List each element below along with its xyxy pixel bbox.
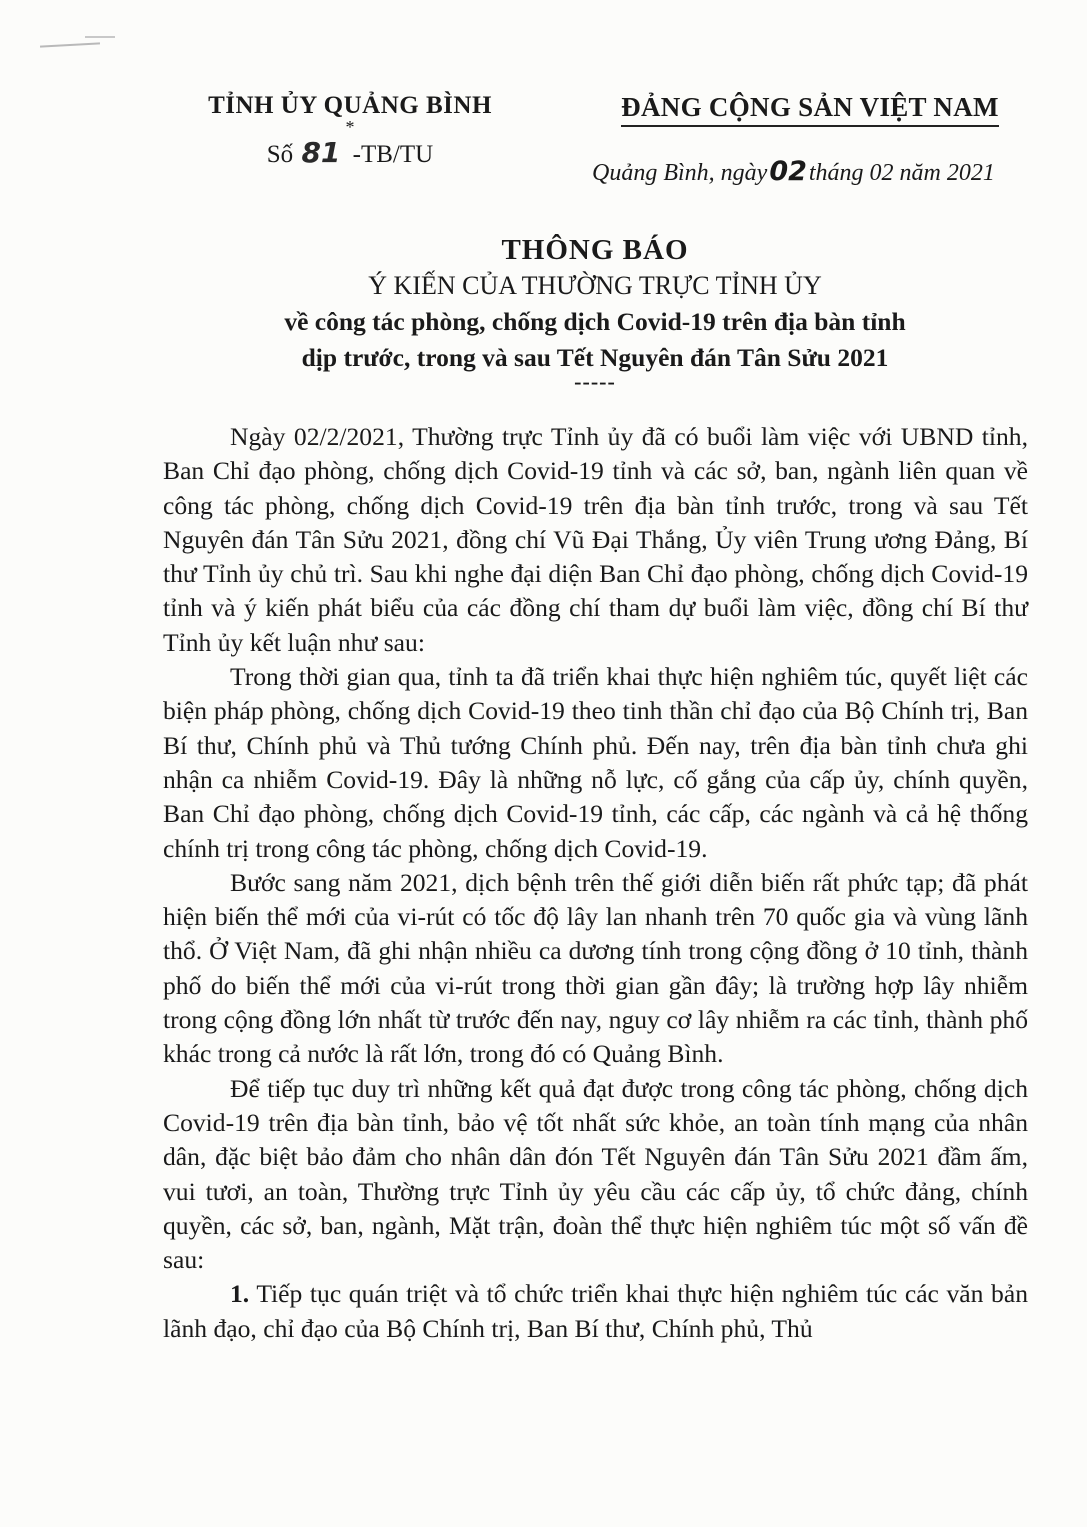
- item-text: Tiếp tục quán triệt và tổ chức triển khai thực hiện nghiêm túc các văn bản lãnh đạo, chỉ đạo của Bộ Chính trị, Ban Bí thư, Chính phủ, Thủ: [163, 1279, 1028, 1343]
- document-topic-line-2: dịp trước, trong và sau Tết Nguyên đán Tân Sửu 2021: [301, 343, 889, 372]
- issuer-block: [200, 92, 500, 169]
- doc-number-suffix: -TB/TU: [352, 141, 434, 168]
- item-number: 1.: [230, 1279, 250, 1309]
- date-prefix: Quảng Bình, ngày: [592, 160, 768, 186]
- date-suffix: tháng 02 năm 2021: [808, 160, 995, 186]
- party-name: ĐẢNG CỘNG SẢN VIỆT NAM: [621, 92, 999, 127]
- document-subject: Ý KIẾN CỦA THƯỜNG TRỰC TỈNH ỦY: [368, 271, 822, 300]
- scan-artifact: [40, 42, 100, 47]
- paragraph-numbered: [163, 1277, 1028, 1346]
- document-body: [163, 420, 1028, 1346]
- paragraph: Bước sang năm 2021, dịch bệnh trên thế giới diễn biến rất phức tạp; đã phát hiện biến thể mới của vi-rút có tốc độ lây lan nhanh trên 70 quốc gia và vùng lãnh thổ. Ở Việt Nam, đã ghi nhận nhiều ca dương tính trong cộng đồng ở 10 tỉnh, thành phố do biến thể mới của vi-rút trong thời gian gần đây; là trường hợp lây nhiễm trong cộng đồng lớn nhất từ trước đến nay, nguy cơ lây nhiễm ra các tỉnh, thành phố khác trong cả nước là rất lớn, trong đó có Quảng Bình.: [163, 867, 1028, 1069]
- date-day-handwritten: 02: [769, 156, 807, 187]
- document-topic-line-1: về công tác phòng, chống dịch Covid-19 trên địa bàn tỉnh: [284, 307, 906, 336]
- paragraph: Ngày 02/2/2021, Thường trực Tỉnh ủy đã có buổi làm việc với UBND tỉnh, Ban Chỉ đạo phòng, chống dịch Covid-19 tỉnh và các sở, ban, ngành liên quan về công tác phòng, chống dịch Covid-19 trên địa bàn tỉnh trước, trong và sau Tết Nguyên đán Tân Sửu 2021, đồng chí Vũ Đại Thắng, Ủy viên Trung ương Đảng, Bí thư Tỉnh ủy chủ trì. Sau khi nghe đại diện Ban Chỉ đạo phòng, chống dịch Covid-19 tỉnh và ý kiến phát biểu của các đồng chí tham dự buổi làm việc, đồng chí Bí thư Tỉnh ủy kết luận như sau:: [163, 422, 1028, 657]
- issuer-name: TỈNH ỦY QUẢNG BÌNH: [208, 92, 492, 119]
- party-block: [580, 92, 1040, 127]
- title-separator: -----: [574, 369, 616, 394]
- document-type: THÔNG BÁO: [501, 234, 689, 266]
- star-mark: *: [345, 117, 355, 137]
- scan-artifact: [85, 36, 115, 38]
- title-block: [150, 234, 1040, 394]
- paragraph: Trong thời gian qua, tỉnh ta đã triển khai thực hiện nghiêm túc, quyết liệt các biện pháp phòng, chống dịch Covid-19 theo tinh thần chỉ đạo của Bộ Chính trị, Ban Bí thư, Chính phủ và Thủ tướng Chính phủ. Đến nay, trên địa bàn tỉnh chưa ghi nhận ca nhiễm Covid-19. Đây là những nỗ lực, cố gắng của cấp ủy, chính quyền, Ban Chỉ đạo phòng, chống dịch Covid-19 tỉnh, các cấp, các ngành và cả hệ thống chính trị trong công tác phòng, chống dịch Covid-19.: [163, 662, 1028, 863]
- doc-number-handwritten: 81: [301, 136, 341, 169]
- document-number: [200, 136, 500, 169]
- paragraph: Để tiếp tục duy trì những kết quả đạt được trong công tác phòng, chống dịch Covid-19 trên địa bàn tỉnh, bảo vệ tốt nhất sức khỏe, an toàn tính mạng của nhân dân, đặc biệt bảo đảm cho nhân dân đón Tết Nguyên đán Tân Sửu 2021 đầm ấm, vui tươi, an toàn, Thường trực Tỉnh ủy yêu cầu các cấp ủy, tổ chức đảng, chính quyền, các sở, ban, ngành, Mặt trận, đoàn thể thực hiện nghiêm túc một số vấn đề sau:: [163, 1073, 1028, 1275]
- date-line: [592, 156, 995, 187]
- doc-number-prefix: Số: [266, 141, 294, 168]
